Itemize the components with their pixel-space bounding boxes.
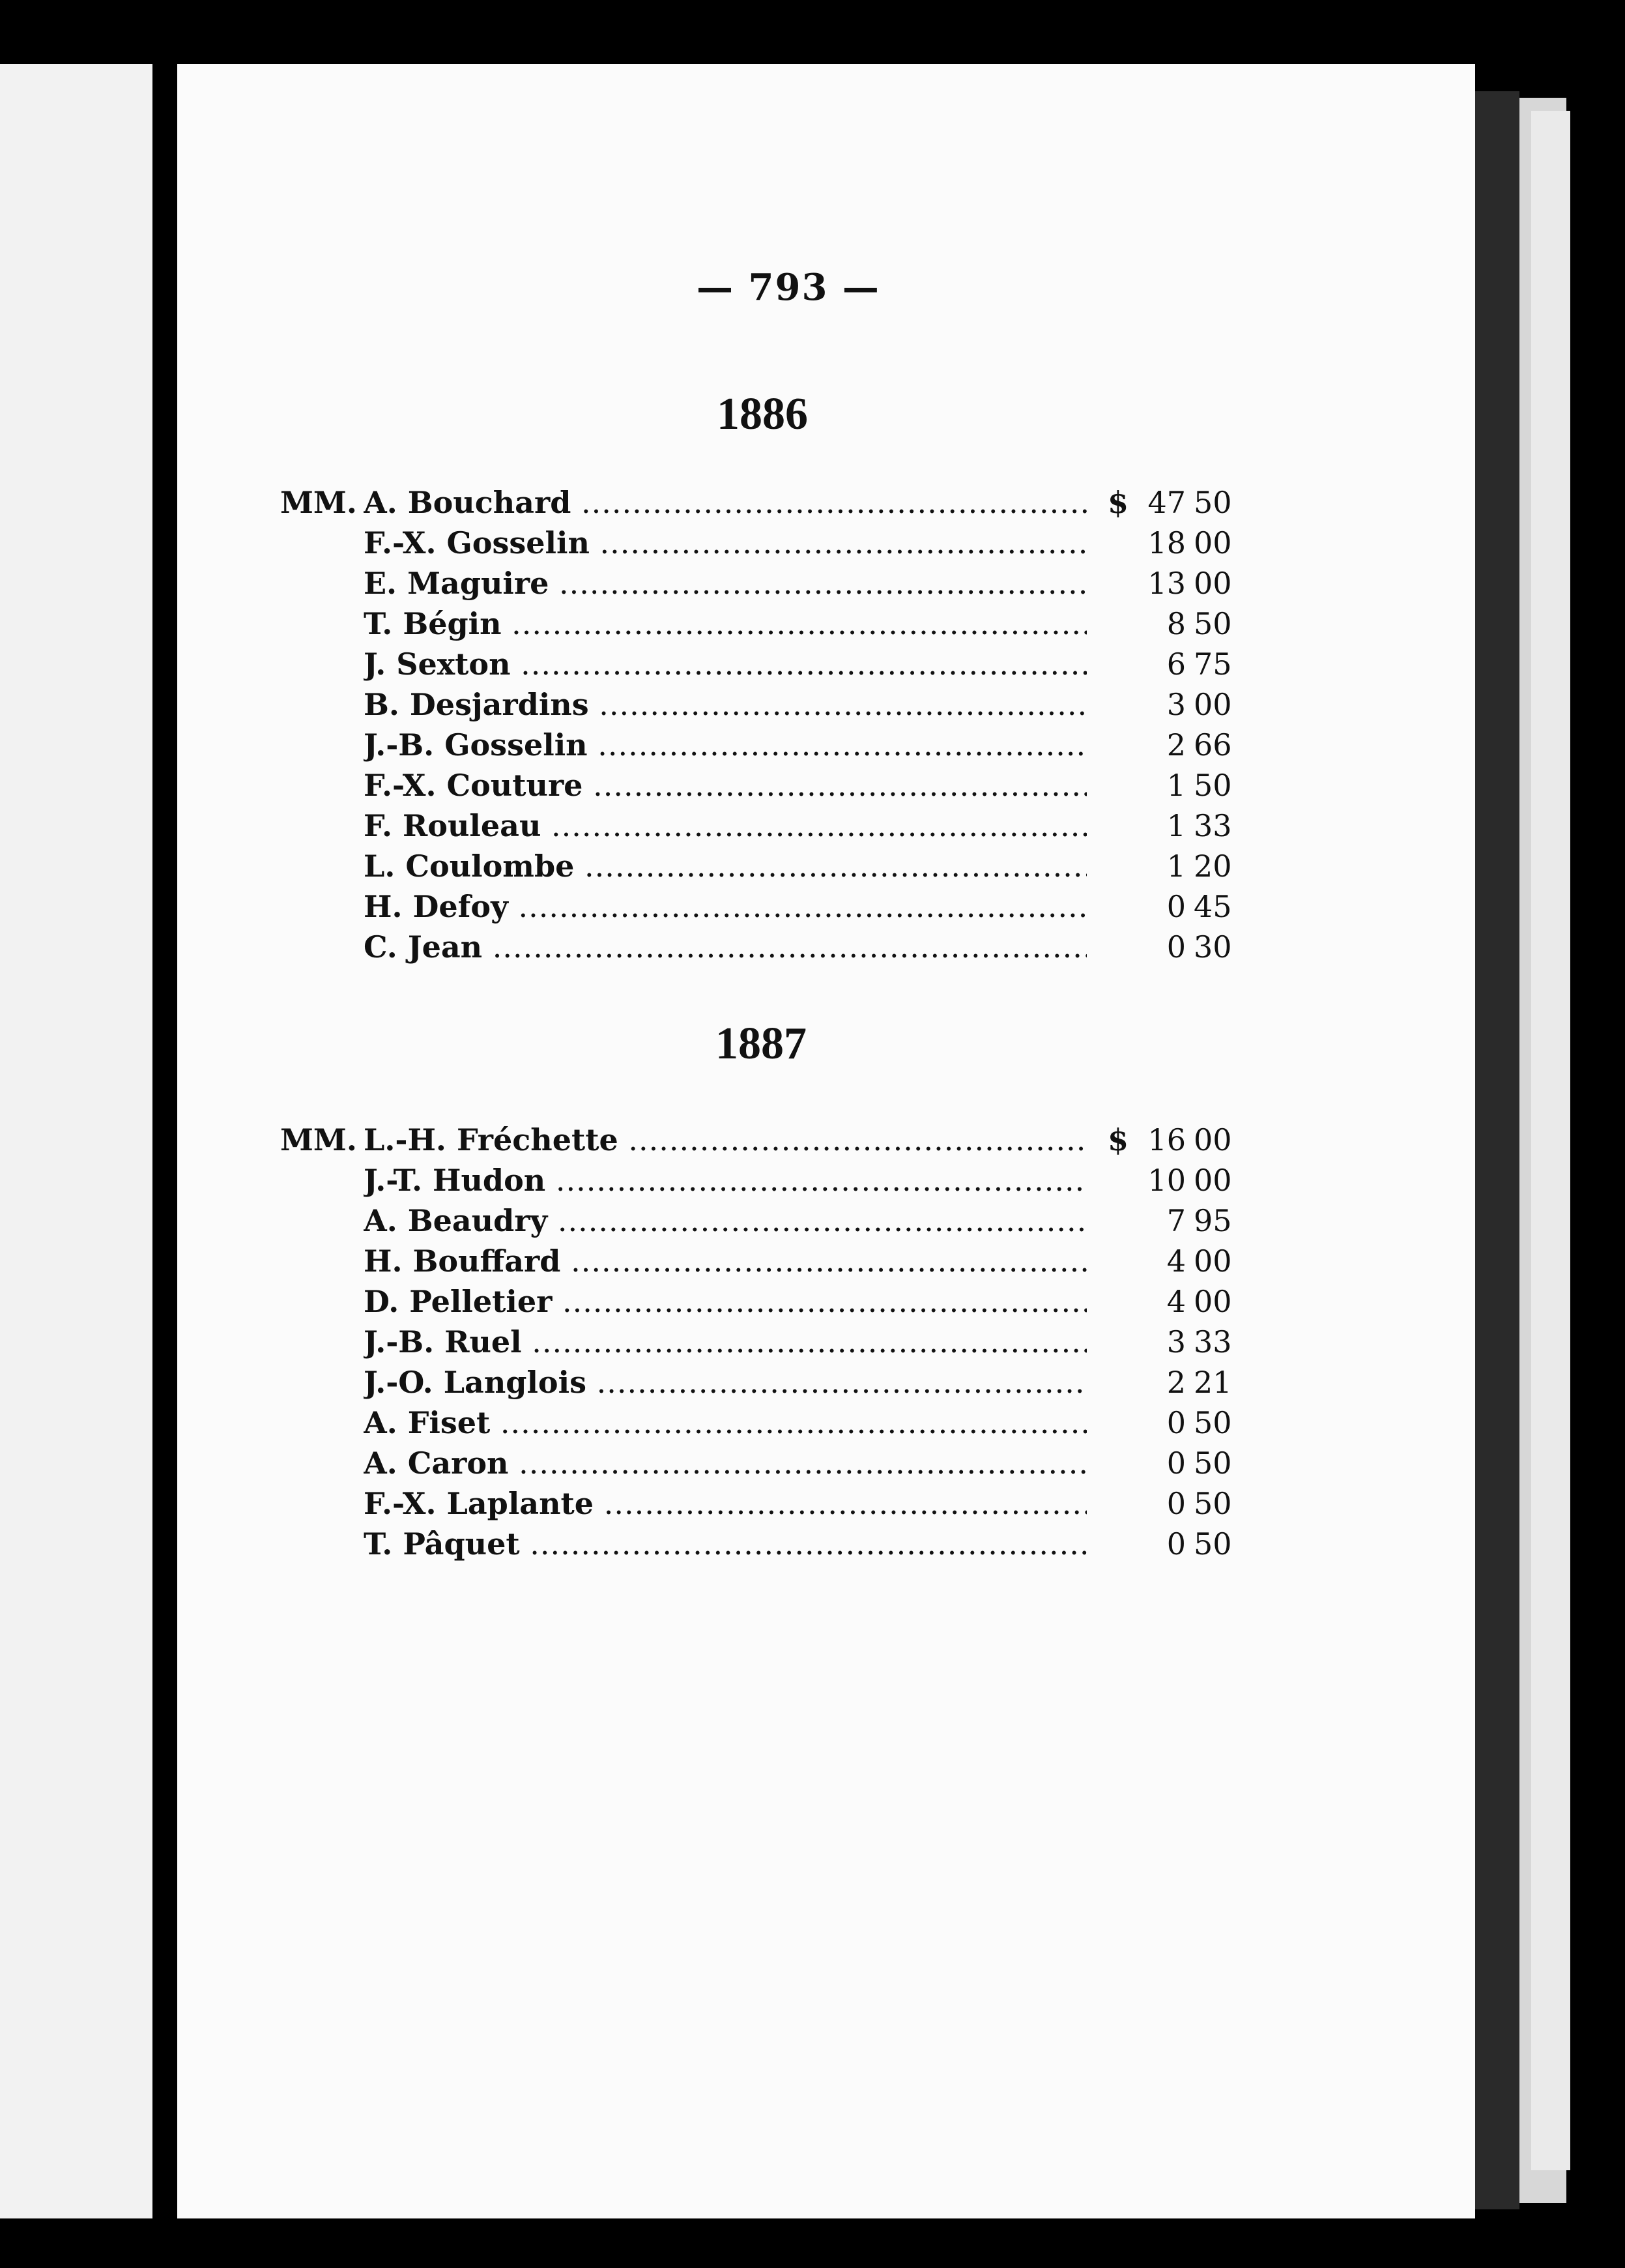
amount-dollars: 1 xyxy=(1166,849,1186,884)
amount-cents: 50 xyxy=(1194,1526,1232,1562)
amount-cents: 21 xyxy=(1194,1365,1232,1400)
amount-dollars: 4 xyxy=(1166,1243,1186,1279)
ledger-row xyxy=(280,1160,1231,1200)
ledger-row xyxy=(280,1443,1231,1483)
section-year-1886: 1886 xyxy=(717,389,808,439)
payee-name: L. Coulombe ..... xyxy=(364,846,1087,886)
prefix-label: MM. xyxy=(280,1122,357,1157)
book-edge-shadow xyxy=(1474,91,1519,2209)
ledger-row xyxy=(280,927,1231,967)
amount-dollars: 16 xyxy=(1147,1122,1186,1157)
amount-dollars: 0 xyxy=(1166,889,1186,924)
payee-name: B. Desjardins ..... xyxy=(364,684,1087,725)
amount-dollars: 18 xyxy=(1147,525,1186,560)
ledger-row xyxy=(280,482,1231,523)
ledger-row xyxy=(280,684,1231,725)
ledger-row xyxy=(280,765,1231,806)
ledger-row xyxy=(280,1524,1231,1564)
ledger-row xyxy=(280,563,1231,603)
amount-cents: 33 xyxy=(1194,1324,1232,1359)
payee-name: J.-B. Gosselin ..... xyxy=(364,725,1087,765)
amount-dollars: 13 xyxy=(1147,566,1186,601)
dollar-sign: $ xyxy=(1108,485,1129,520)
page-number: — 793 — xyxy=(697,266,880,309)
amount-cents: 00 xyxy=(1194,1243,1232,1279)
amount-dollars: 6 xyxy=(1166,647,1186,682)
amount-dollars: 4 xyxy=(1166,1284,1186,1319)
amount-cents: 00 xyxy=(1194,525,1232,560)
amount-cents: 20 xyxy=(1194,849,1232,884)
ledger-row xyxy=(280,1241,1231,1281)
ledger-row xyxy=(280,846,1231,886)
ledger-row xyxy=(280,644,1231,684)
amount-dollars: 0 xyxy=(1166,1405,1186,1440)
payee-name: F. Rouleau ..... xyxy=(364,806,1087,846)
payee-name: D. Pelletier ..... xyxy=(364,1281,1087,1322)
amount-cents: 50 xyxy=(1194,606,1232,641)
amount-cents: 95 xyxy=(1194,1203,1232,1238)
amount-dollars: 0 xyxy=(1166,1486,1186,1521)
prefix-label: MM. xyxy=(280,485,357,520)
amount-cents: 33 xyxy=(1194,808,1232,843)
payee-name: J. Sexton ..... xyxy=(364,644,1087,684)
payee-name: L.-H. Fréchette ..... xyxy=(364,1120,1087,1160)
book-page-edges-outer xyxy=(1531,111,1570,2170)
amount-cents: 50 xyxy=(1194,1446,1232,1481)
amount-cents: 50 xyxy=(1194,1405,1232,1440)
amount-dollars: 0 xyxy=(1166,1526,1186,1562)
payee-name: A. Fiset ..... xyxy=(364,1403,1087,1443)
amount-cents: 00 xyxy=(1194,1163,1232,1198)
amount-cents: 00 xyxy=(1194,1284,1232,1319)
ledger-row xyxy=(280,1200,1231,1241)
ledger-row xyxy=(280,1483,1231,1524)
ledger-row xyxy=(280,1403,1231,1443)
amount-cents: 75 xyxy=(1194,647,1232,682)
amount-cents: 50 xyxy=(1194,1486,1232,1521)
payee-name: E. Maguire ..... xyxy=(364,563,1087,603)
amount-dollars: 3 xyxy=(1166,687,1186,722)
amount-dollars: 10 xyxy=(1147,1163,1186,1198)
payee-name: F.-X. Couture ..... xyxy=(364,765,1087,806)
payee-name: T. Bégin ..... xyxy=(364,603,1087,644)
payee-name: J.-B. Ruel ..... xyxy=(364,1322,1087,1362)
ledger-row xyxy=(280,1281,1231,1322)
payee-name: A. Caron ..... xyxy=(364,1443,1087,1483)
payee-name: F.-X. Laplante ..... xyxy=(364,1483,1087,1524)
payee-name: A. Bouchard ..... xyxy=(364,482,1087,523)
ledger-row xyxy=(280,725,1231,765)
payee-name: J.-O. Langlois ..... xyxy=(364,1362,1087,1403)
amount-cents: 45 xyxy=(1194,889,1232,924)
amount-dollars: 3 xyxy=(1166,1324,1186,1359)
amount-cents: 00 xyxy=(1194,566,1232,601)
amount-dollars: 7 xyxy=(1166,1203,1186,1238)
ledger-1886 xyxy=(280,482,1231,967)
payee-name: H. Defoy ..... xyxy=(364,886,1087,927)
payee-name: H. Bouffard ..... xyxy=(364,1241,1087,1281)
payee-name: C. Jean ..... xyxy=(364,927,1087,967)
amount-dollars: 2 xyxy=(1166,727,1186,763)
amount-cents: 00 xyxy=(1194,687,1232,722)
payee-name: T. Pâquet ..... xyxy=(364,1524,1087,1564)
amount-dollars: 1 xyxy=(1166,768,1186,803)
ledger-row xyxy=(280,1362,1231,1403)
dollar-sign: $ xyxy=(1108,1122,1129,1157)
payee-name: J.-T. Hudon ..... xyxy=(364,1160,1087,1200)
facing-page-edge xyxy=(0,64,152,2218)
amount-cents: 50 xyxy=(1194,768,1232,803)
ledger-row xyxy=(280,1120,1231,1160)
amount-cents: 00 xyxy=(1194,1122,1232,1157)
amount-dollars: 0 xyxy=(1166,1446,1186,1481)
amount-dollars: 1 xyxy=(1166,808,1186,843)
amount-dollars: 8 xyxy=(1166,606,1186,641)
payee-name: A. Beaudry ..... xyxy=(364,1200,1087,1241)
amount-dollars: 47 xyxy=(1147,485,1186,520)
ledger-row xyxy=(280,806,1231,846)
ledger-row xyxy=(280,603,1231,644)
amount-cents: 50 xyxy=(1194,485,1232,520)
amount-cents: 66 xyxy=(1194,727,1232,763)
ledger-row xyxy=(280,523,1231,563)
ledger-1887 xyxy=(280,1120,1231,1564)
amount-cents: 30 xyxy=(1194,929,1232,965)
amount-dollars: 0 xyxy=(1166,929,1186,965)
section-year-1887: 1887 xyxy=(715,1019,807,1069)
payee-name: F.-X. Gosselin ..... xyxy=(364,523,1087,563)
ledger-row xyxy=(280,1322,1231,1362)
ledger-row xyxy=(280,886,1231,927)
amount-dollars: 2 xyxy=(1166,1365,1186,1400)
